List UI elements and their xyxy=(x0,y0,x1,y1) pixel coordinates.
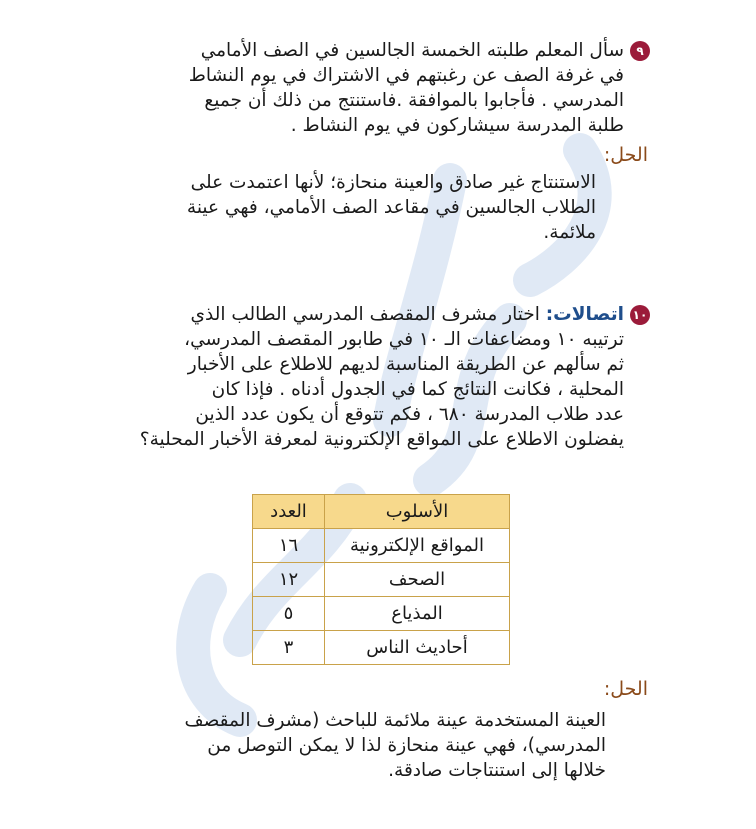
problem-9-solution xyxy=(96,170,596,245)
table-cell-method: الصحف xyxy=(325,563,510,597)
problem-10 xyxy=(90,302,650,452)
problem-10-line-6: يفضلون الاطلاع على المواقع الإلكترونية لمعرفة الأخبار المحلية؟ xyxy=(139,429,624,450)
problem-10-solution xyxy=(86,708,606,783)
table-row xyxy=(253,597,510,631)
table-cell-count: ٥ xyxy=(253,597,325,631)
problem-10-solution-line-1: العينة المستخدمة عينة ملائمة للباحث (مشرف المقصف xyxy=(184,710,606,731)
methods-table xyxy=(252,494,510,665)
problem-10-solution-line-3: خلالها إلى استنتاجات صادقة. xyxy=(388,760,606,781)
problem-10-number-badge: ١٠ xyxy=(630,305,650,325)
table-header-method: الأسلوب xyxy=(325,495,510,529)
problem-9-line-3: المدرسي . فأجابوا بالموافقة .فاستنتج من ذلك أن جميع xyxy=(204,90,624,111)
table-row xyxy=(253,631,510,665)
table-header-count: العدد xyxy=(253,495,325,529)
problem-9-line-4: طلبة المدرسة سيشاركون في يوم النشاط . xyxy=(290,115,624,136)
problem-10-text-1: اختار مشرف المقصف المدرسي الطالب الذي xyxy=(190,304,546,325)
problem-10-solution-line-2: المدرسي)، فهي عينة منحازة لذا لا يمكن التوصل من xyxy=(207,735,606,756)
table-cell-count: ١٦ xyxy=(253,529,325,563)
problem-9-number-badge: ٩ xyxy=(630,41,650,61)
problem-10-line-3: ثم سألهم عن الطريقة المناسبة لديهم للاطلاع على الأخبار xyxy=(187,354,624,375)
problem-9-solution-label: الحل: xyxy=(603,144,648,166)
problem-10-line-1 xyxy=(90,302,650,327)
problem-10-solution-label: الحل: xyxy=(603,678,648,700)
table-cell-method: المذياع xyxy=(325,597,510,631)
table-cell-count: ٣ xyxy=(253,631,325,665)
problem-9-line-2: في غرفة الصف عن رغبتهم في الاشتراك في يوم النشاط xyxy=(188,65,624,86)
problem-10-line-5: عدد طلاب المدرسة ٦٨٠ ، فكم تتوقع أن يكون عدد الذين xyxy=(195,404,624,425)
table-cell-method: المواقع الإلكترونية xyxy=(325,529,510,563)
problem-9-line-1 xyxy=(90,38,650,63)
table-cell-method: أحاديث الناس xyxy=(325,631,510,665)
problem-9-solution-line-2: الطلاب الجالسين في مقاعد الصف الأمامي، فهي عينة xyxy=(186,197,596,218)
problem-10-line-2: ترتيبه ١٠ ومضاعفات الـ ١٠ في طابور المقصف المدرسي، xyxy=(184,329,624,350)
problem-9-solution-line-3: ملائمة. xyxy=(543,222,596,243)
problem-10-keyword: اتصالات: xyxy=(545,304,624,325)
problem-9-text-1: سأل المعلم طلبته الخمسة الجالسين في الصف الأمامي xyxy=(200,40,624,61)
table-row xyxy=(253,563,510,597)
problem-9 xyxy=(90,38,650,138)
table-header-row xyxy=(253,495,510,529)
table-row xyxy=(253,529,510,563)
problem-9-solution-line-1: الاستنتاج غير صادق والعينة منحازة؛ لأنها اعتمدت على xyxy=(190,172,596,193)
table-cell-count: ١٢ xyxy=(253,563,325,597)
problem-10-line-4: المحلية ، فكانت النتائج كما في الجدول أدناه . فإذا كان xyxy=(211,379,624,400)
